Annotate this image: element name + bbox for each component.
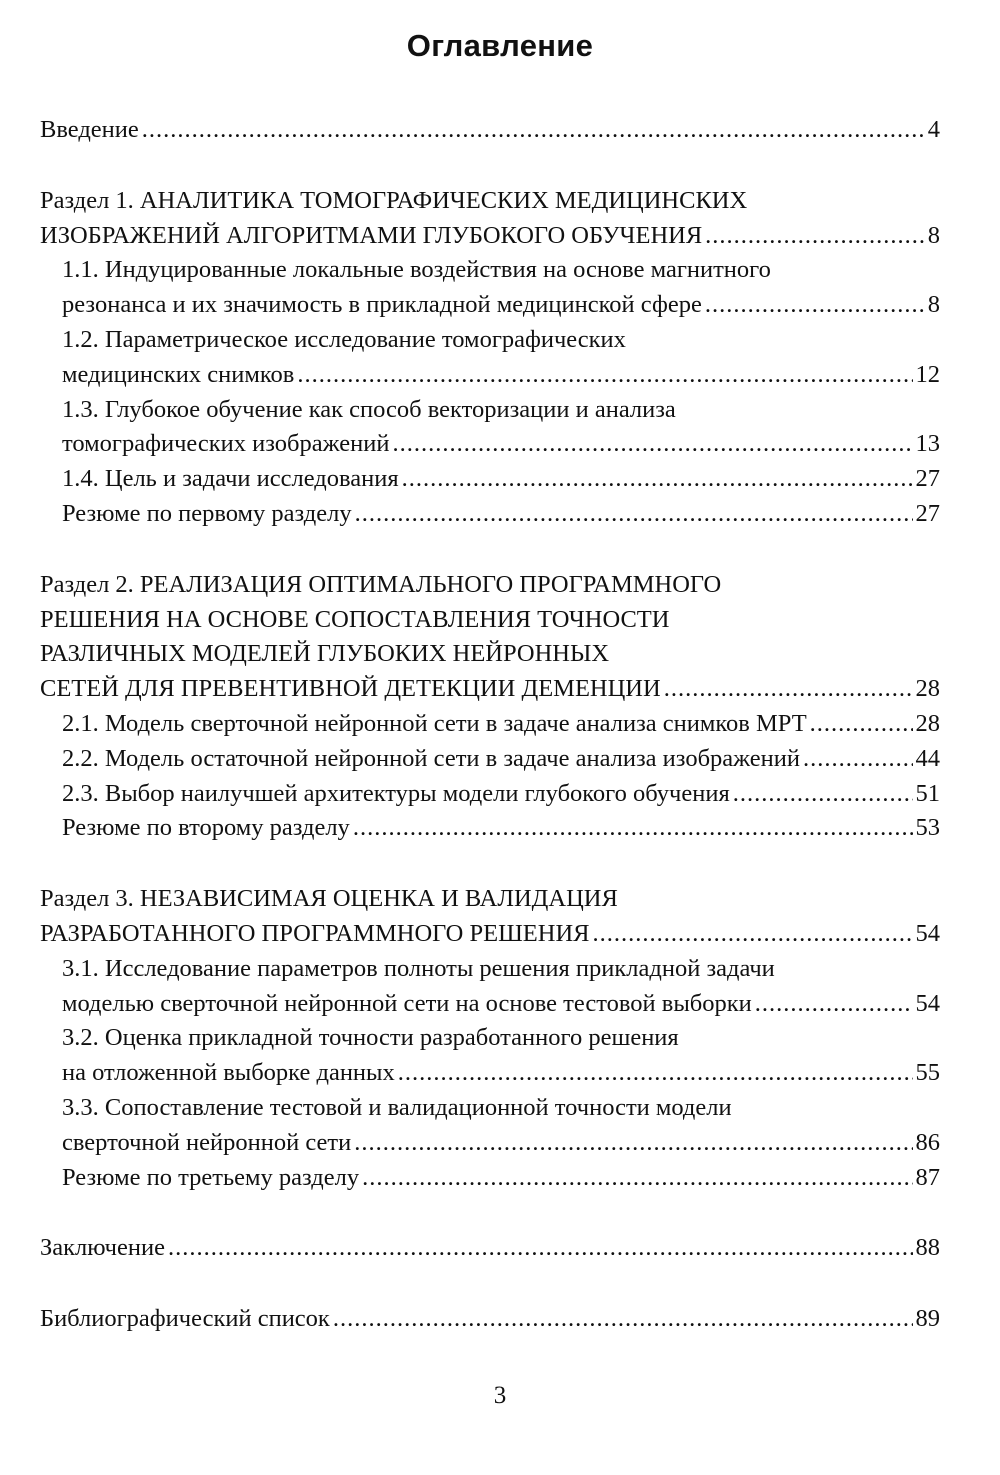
toc-entry-section-3[interactable] <box>40 917 940 952</box>
toc-entry-3-3[interactable] <box>40 1126 940 1161</box>
toc-entry-text: РЕШЕНИЯ НА ОСНОВЕ СОПОСТАВЛЕНИЯ ТОЧНОСТИ <box>40 605 670 633</box>
toc-page-number: 86 <box>915 1128 940 1156</box>
toc-page-number: 51 <box>915 779 940 807</box>
toc-entry-1-3-line-1 <box>40 393 940 428</box>
section-2-heading-line-2 <box>40 603 940 638</box>
toc-page-number: 88 <box>915 1234 940 1262</box>
dot-leader <box>353 811 913 846</box>
toc-entry-text: РАЗРАБОТАННОГО ПРОГРАММНОГО РЕШЕНИЯ <box>40 919 590 947</box>
toc-page-number: 12 <box>915 360 940 388</box>
toc-page-number: 28 <box>915 675 940 703</box>
toc-entry-text: 3.3. Сопоставление тестовой и валидационной точности модели <box>62 1093 732 1121</box>
toc-entry-text: 1.1. Индуцированные локальные воздействия на основе магнитного <box>62 256 771 284</box>
dot-leader <box>392 427 912 462</box>
toc-entry-text: 1.3. Глубокое обучение как способ векторизации и анализа <box>62 395 676 423</box>
toc-page-number: 4 <box>927 116 940 143</box>
toc-entry-2-2[interactable] <box>40 742 940 777</box>
toc-entry-text: 1.4. Цель и задачи исследования <box>62 465 399 493</box>
toc-entry-text: РАЗЛИЧНЫХ МОДЕЛЕЙ ГЛУБОКИХ НЕЙРОННЫХ <box>40 640 610 668</box>
toc-page-number: 44 <box>915 744 940 772</box>
dot-leader <box>354 1126 912 1161</box>
toc-entry-1-1[interactable] <box>40 288 940 323</box>
toc-entry-1-3[interactable] <box>40 427 940 462</box>
toc-entry-text: резонанса и их значимость в прикладной медицинской сфере <box>62 291 702 319</box>
page-number: 3 <box>493 1382 507 1409</box>
dot-leader <box>593 917 913 952</box>
toc-entry-summary-2[interactable] <box>40 811 940 846</box>
dot-leader <box>733 777 913 812</box>
toc-entry-introduction[interactable] <box>40 113 940 148</box>
toc-entry-text: 1.2. Параметрическое исследование томографических <box>62 325 626 353</box>
toc-entry-text: 3.1. Исследование параметров полноты решения прикладной задачи <box>62 954 775 982</box>
toc-entry-1-4[interactable] <box>40 462 940 497</box>
toc-entry-3-2[interactable] <box>40 1056 940 1091</box>
toc-entry-3-2-line-1 <box>40 1021 940 1056</box>
toc-entry-text: ИЗОБРАЖЕНИЙ АЛГОРИТМАМИ ГЛУБОКОГО ОБУЧЕНИЯ <box>40 221 703 249</box>
dot-leader <box>755 987 913 1022</box>
toc-entry-1-2[interactable] <box>40 358 940 393</box>
toc-page-number: 55 <box>915 1059 940 1087</box>
toc-entry-text: на отложенной выборке данных <box>62 1059 395 1087</box>
dot-leader <box>355 497 913 532</box>
toc-entry-text: 2.3. Выбор наилучшей архитектуры модели глубокого обучения <box>62 779 730 807</box>
dot-leader <box>705 219 925 254</box>
section-3-heading-line-1 <box>40 882 940 917</box>
toc-entry-text: Резюме по второму разделу <box>62 814 350 842</box>
toc-entry-conclusion[interactable] <box>40 1231 940 1266</box>
toc-page-number: 13 <box>915 430 940 458</box>
toc-page-number: 89 <box>915 1305 940 1333</box>
toc-entry-text: Резюме по первому разделу <box>62 499 352 527</box>
toc-entry-section-1[interactable] <box>40 219 940 254</box>
dot-leader <box>803 742 913 777</box>
toc-page-number: 27 <box>915 499 940 527</box>
table-of-contents <box>40 113 940 1337</box>
toc-entry-1-2-line-1 <box>40 323 940 358</box>
dot-leader <box>810 707 913 742</box>
toc-entry-summary-3[interactable] <box>40 1161 940 1196</box>
toc-entry-text: 2.2. Модель остаточной нейронной сети в задаче анализа изображений <box>62 744 800 772</box>
toc-page-number: 8 <box>927 221 940 249</box>
toc-page-number: 8 <box>927 291 940 319</box>
dot-leader <box>297 358 912 393</box>
toc-page-number: 87 <box>915 1163 940 1191</box>
toc-page-number: 54 <box>915 919 940 947</box>
dot-leader <box>142 113 925 148</box>
toc-entry-bibliography[interactable] <box>40 1302 940 1337</box>
toc-entry-3-1-line-1 <box>40 952 940 987</box>
dot-leader <box>333 1302 913 1337</box>
toc-entry-2-3[interactable] <box>40 777 940 812</box>
toc-entry-text: Раздел 1. АНАЛИТИКА ТОМОГРАФИЧЕСКИХ МЕДИЦИНСКИХ <box>40 186 748 214</box>
toc-entry-text: томографических изображений <box>62 430 390 458</box>
dot-leader <box>705 288 925 323</box>
toc-entry-text: Резюме по третьему разделу <box>62 1163 360 1191</box>
dot-leader <box>398 1056 913 1091</box>
toc-entry-text: 3.2. Оценка прикладной точности разработанного решения <box>62 1024 679 1052</box>
toc-entry-text: 2.1. Модель сверточной нейронной сети в задаче анализа снимков МРТ <box>62 709 807 737</box>
toc-page-number: 53 <box>915 814 940 842</box>
toc-page-number: 54 <box>915 989 940 1017</box>
toc-entry-summary-1[interactable] <box>40 497 940 532</box>
toc-entry-text: медицинских снимков <box>62 360 295 388</box>
section-2-heading-line-3 <box>40 637 940 672</box>
dot-leader <box>664 672 913 707</box>
toc-entry-3-3-line-1 <box>40 1091 940 1126</box>
section-2-heading-line-1 <box>40 568 940 603</box>
toc-entry-text: Раздел 2. РЕАЛИЗАЦИЯ ОПТИМАЛЬНОГО ПРОГРАММНОГО <box>40 570 722 598</box>
toc-entry-text: Введение <box>40 116 139 143</box>
section-1-heading-line-1 <box>40 184 940 219</box>
toc-entry-text: Библиографический список <box>40 1305 330 1333</box>
dot-leader <box>402 462 913 497</box>
dot-leader <box>362 1161 912 1196</box>
toc-entry-text: СЕТЕЙ ДЛЯ ПРЕВЕНТИВНОЙ ДЕТЕКЦИИ ДЕМЕНЦИИ <box>40 675 661 703</box>
toc-entry-section-2[interactable] <box>40 672 940 707</box>
dot-leader <box>168 1231 913 1266</box>
toc-entry-1-1-line-1 <box>40 253 940 288</box>
toc-entry-3-1[interactable] <box>40 987 940 1022</box>
page-title: Оглавление <box>406 28 594 63</box>
toc-entry-text: Заключение <box>40 1234 165 1262</box>
toc-entry-text: сверточной нейронной сети <box>62 1128 352 1156</box>
toc-page-number: 28 <box>915 709 940 737</box>
toc-entry-text: Раздел 3. НЕЗАВИСИМАЯ ОЦЕНКА И ВАЛИДАЦИЯ <box>40 885 618 913</box>
toc-entry-2-1[interactable] <box>40 707 940 742</box>
toc-page-number: 27 <box>915 465 940 493</box>
toc-entry-text: моделью сверточной нейронной сети на основе тестовой выборки <box>62 989 752 1017</box>
